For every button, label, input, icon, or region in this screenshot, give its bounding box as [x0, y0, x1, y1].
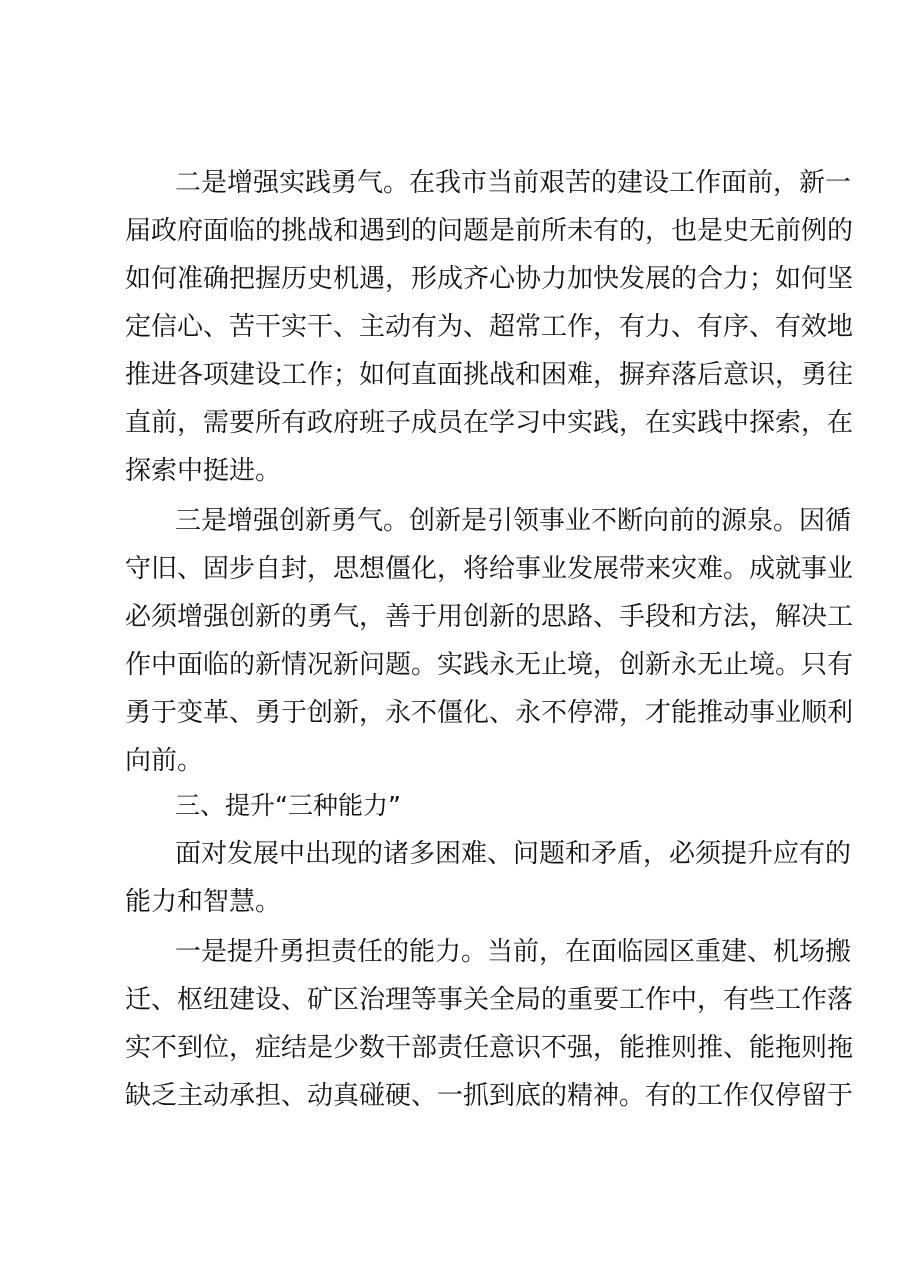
paragraph-2-line-4: 作中面临的新情况新问题。实践永无止境，创新永无止境。只有: [125, 650, 854, 680]
paragraph-1-line-5: 推进各项建设工作；如何直面挑战和困难，摒弃落后意识，勇往: [125, 360, 854, 390]
paragraph-2-line-2: 守旧、固步自封，思想僵化，将给事业发展带来灾难。成就事业: [125, 554, 854, 584]
paragraph-3-line-2: 能力和智慧。: [125, 887, 282, 917]
paragraph-1-line-4: 定信心、苦干实干、主动有为、超常工作，有力、有序、有效地: [125, 312, 854, 342]
paragraph-1-line-6: 直前，需要所有政府班子成员在学习中实践，在实践中探索，在: [125, 408, 854, 438]
paragraph-4-line-2: 迁、枢纽建设、矿区治理等事关全局的重要工作中，有些工作落: [125, 985, 854, 1015]
paragraph-2-line-5: 勇于变革、勇于创新，永不僵化、永不停滞，才能推动事业顺利: [125, 698, 854, 728]
paragraph-1-line-3: 如何准确把握历史机遇，形成齐心协力加快发展的合力；如何坚: [125, 264, 854, 294]
paragraph-1-line-2: 届政府面临的挑战和遇到的问题是前所未有的，也是史无前例的: [125, 216, 854, 246]
paragraph-2-line-3: 必须增强创新的勇气，善于用创新的思路、手段和方法，解决工: [125, 602, 854, 632]
paragraph-2-line-1: 三是增强创新勇气。创新是引领事业不断向前的源泉。因循: [175, 506, 852, 536]
paragraph-3-line-1: 面对发展中出现的诸多困难、问题和矛盾，必须提升应有的: [175, 839, 852, 869]
section-heading: 三、提升“三种能力”: [175, 791, 401, 820]
paragraph-4-line-1: 一是提升勇担责任的能力。当前，在面临园区重建、机场搬: [175, 937, 852, 967]
paragraph-1-line-7: 探索中挺进。: [125, 456, 282, 486]
paragraph-4-line-3: 实不到位，症结是少数干部责任意识不强，能推则推、能拖则拖: [125, 1033, 854, 1063]
paragraph-4-line-4: 缺乏主动承担、动真碰硬、一抓到底的精神。有的工作仅停留于: [125, 1081, 854, 1111]
paragraph-1-line-1: 二是增强实践勇气。在我市当前艰苦的建设工作面前，新一: [175, 168, 852, 198]
paragraph-2-line-6: 向前。: [125, 746, 204, 776]
